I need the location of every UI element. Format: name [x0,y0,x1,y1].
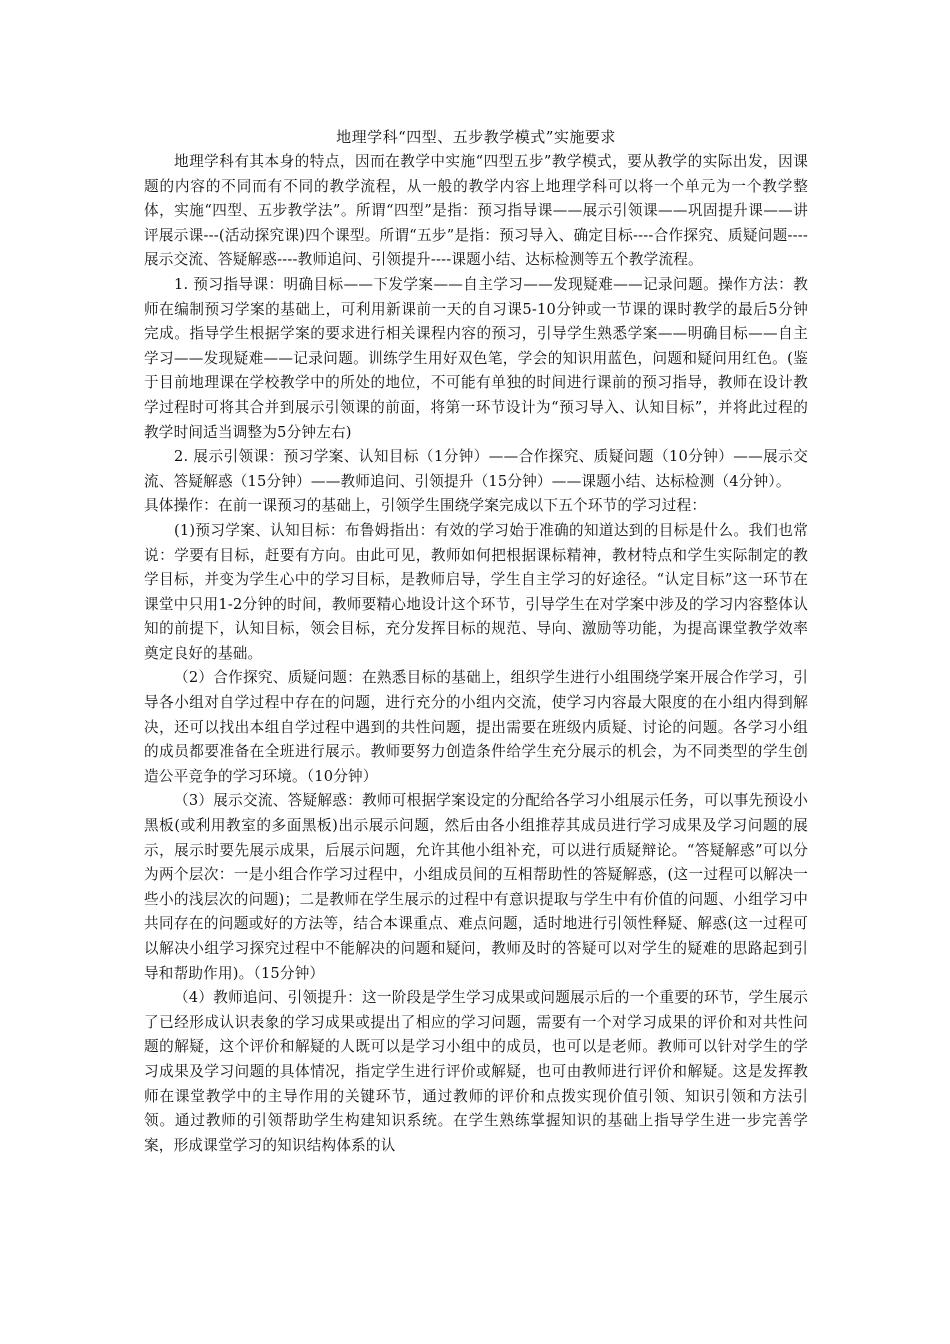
intro-paragraph: 地理学科有其本身的特点，因而在教学中实施“四型五步”教学模式，要从教学的实际出发，因课题的内容的不同而有不同的教学流程，从一般的教学内容上地理学科可以将一个单元为一个教学整体，实施“四型、五步教学法”。所谓“四型”是指：预习指导课——展示引领课——巩固提升课——讲评展示课---(活动探究课)四个课型。所谓“五步”是指：预习导入、确定目标----合作探究、质疑问题----展示交流、答疑解惑----教师追问、引领提升----课题小结、达标检测等五个教学流程。 [144,153,808,269]
step3-paragraph: （3）展示交流、答疑解惑：教师可根据学案设定的分配给各学习小组展示任务，可以事先预设小黑板(或利用教室的多面黑板)出示展示问题，然后由各小组推荐其成员进行学习成果及学习问题的展示，展示时要先展示成果，后展示问题，允许其他小组补充，可以进行质疑辩论。“答疑解惑”可以分为两个层次：一是小组合作学习过程中，小组成员间的互相帮助性的答疑解惑，(这一过程可以解决一些小的浅层次的问题)；二是教师在学生展示的过程中有意识提取与学生中有价值的问题、小组学习中共同存在的问题或好的方法等，结合本课重点、难点问题，适时地进行引领性释疑、解惑(这一过程可以解决小组学习探究过程中不能解决的问题和疑问，教师及时的答疑可以对学生的疑难的思路起到引导和帮助作用)。（15分钟） [144,792,808,982]
step2-paragraph: （2）合作探究、质疑问题：在熟悉目标的基础上，组织学生进行小组围绕学案开展合作学习，引导各小组对自学过程中存在的问题，进行充分的小组内交流，使学习内容最大限度的在小组内得到解决，还可以找出本组自学过程中遇到的共性问题，提出需要在班级内质疑、讨论的问题。各学习小组的成员都要准备在全班进行展示。教师要努力创造条件给学生充分展示的机会，为不同类型的学生创造公平竞争的学习环境。（10分钟） [144,669,808,785]
step1-paragraph: (1)预习学案、认知目标：布鲁姆指出：有效的学习始于准确的知道达到的目标是什么。我们也常说：学要有目标，赶要有方向。由此可见，教师如何把根据课标精神，教材特点和学生实际制定的教学目标，并变为学生心中的学习目标，是教师启导，学生自主学习的好途径。“认定目标”这一环节在课堂中只用1-2分钟的时间，教师要精心地设计这个环节，引导学生在对学案中涉及的学习内容整体认知的前提下，认知目标，领会目标，充分发挥目标的规范、导向、激励等功能，为提高课堂教学效率奠定良好的基础。 [144,521,808,662]
document-page [144,124,808,1158]
step4-paragraph: （4）教师追问、引领提升：这一阶段是学生学习成果或问题展示后的一个重要的环节，学生展示了已经形成认识表象的学习成果或提出了相应的学习问题，需要有一个对学习成果的评价和对共性问题的解疑，这个评价和解疑的人既可以是学习小组中的成员，也可以是老师。教师可以针对学生的学习成果及学习问题的具体情况，指定学生进行评价或解疑，也可由教师进行评价和解疑。这是发挥教师在课堂教学中的主导作用的关键环节，通过教师的评价和点拨实现价值引领、知识引领和方法引领。通过教师的引领帮助学生构建知识系统。在学生熟练掌握知识的基础上指导学生进一步完善学案，形成课堂学习的知识结构体系的认 [144,989,808,1154]
specific-operation-paragraph: 具体操作：在前一课预习的基础上，引领学生围绕学案完成以下五个环节的学习过程： [144,497,707,515]
preview-guidance-paragraph: 1. 预习指导课：明确目标——下发学案——自主学习——发现疑难——记录问题。操作方法：教师在编制预习学案的基础上，可利用新课前一天的自习课5-10分钟或一节课的课时教学的最后5分钟完成。指导学生根据学案的要求进行相关课程内容的预习，引导学生熟悉学案——明确目标——自主学习——发现疑难——记录问题。训练学生用好双色笔，学会的知识用蓝色，问题和疑问用红色。(鉴于目前地理课在学校教学中的所处的地位，不可能有单独的时间进行课前的预习指导，教师在设计教学过程时可将其合并到展示引领课的前面，将第一环节设计为“预习导入、认知目标”，并将此过程的教学时间适当调整为5分钟左右) [144,275,808,441]
document-title: 地理学科“四型、五步教学模式”实施要求 [336,128,616,146]
display-lead-paragraph: 2. 展示引领课：预习学案、认知目标（1分钟）——合作探究、质疑问题（10分钟）——展示交流、答疑解惑（15分钟）——教师追问、引领提升（15分钟）——课题小结、达标检测（4分钟）。 [144,448,808,490]
